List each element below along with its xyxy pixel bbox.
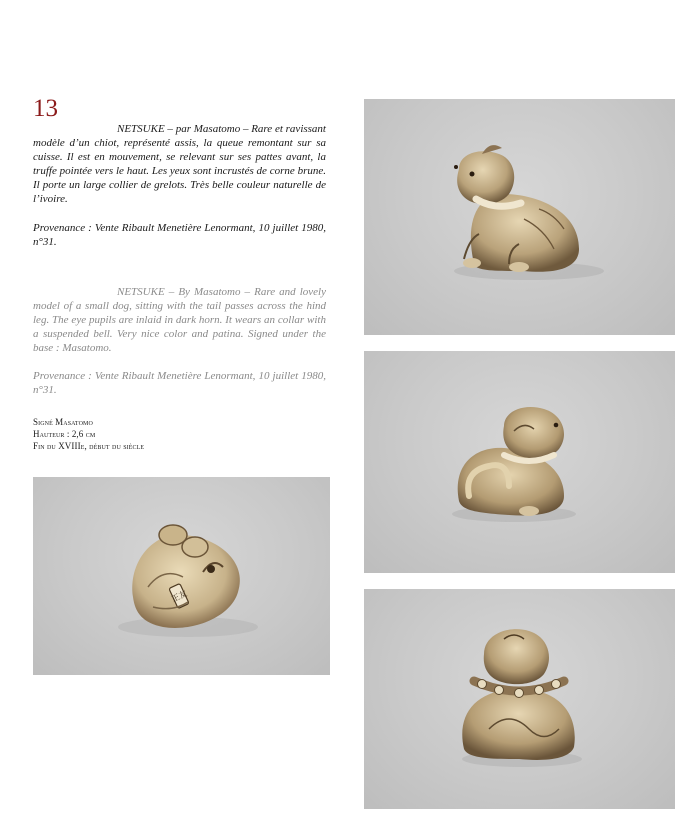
lot-details: [33, 416, 144, 452]
height-line: Hauteur : 2,6 cm: [33, 429, 96, 439]
english-description: NETSUKE – By Masatomo – Rare and lovely model of a small dog, sitting with the tail passes across the hind leg. The eye pupils are inlaid in dark horn. It wears an collar with a suspended bell. Very nice color and patina. Signed under the base : Masatomo.: [33, 286, 326, 354]
signature-line: Signé Masatomo: [33, 417, 93, 427]
netsuke-photo-front-left: [364, 99, 675, 335]
seal-mark: 正友: [170, 588, 189, 604]
date-line: Fin du XVIIIe, début du siècle: [33, 441, 145, 451]
netsuke-photo-back: [364, 589, 675, 809]
french-description: NETSUKE – par Masatomo – Rare et ravissant modèle d’un chiot, représenté assis, la queue remontant sur sa cuisse. Il est en mouvement, se relevant sur ses pattes avant, la truffe pointée vers le haut. Les yeux sont incrustés de corne brune. Il porte un large collier de grelots. Très belle couleur naturelle de l’ivoire.: [33, 123, 326, 205]
french-provenance: Provenance : Vente Ribault Menetière Lenormant, 10 juillet 1980, n°31.: [33, 222, 326, 248]
netsuke-side-illustration: [364, 351, 675, 573]
lot-number: 13: [33, 95, 58, 122]
netsuke-photo-side: [364, 351, 675, 573]
netsuke-front-left-illustration: [364, 99, 675, 335]
english-provenance: Provenance : Vente Ribault Menetière Lenormant, 10 juillet 1980, n°31.: [33, 370, 326, 396]
netsuke-photo-underside: [33, 477, 330, 675]
netsuke-underside-illustration: [33, 477, 330, 675]
description-column: [33, 122, 326, 397]
netsuke-back-illustration: [364, 589, 675, 809]
